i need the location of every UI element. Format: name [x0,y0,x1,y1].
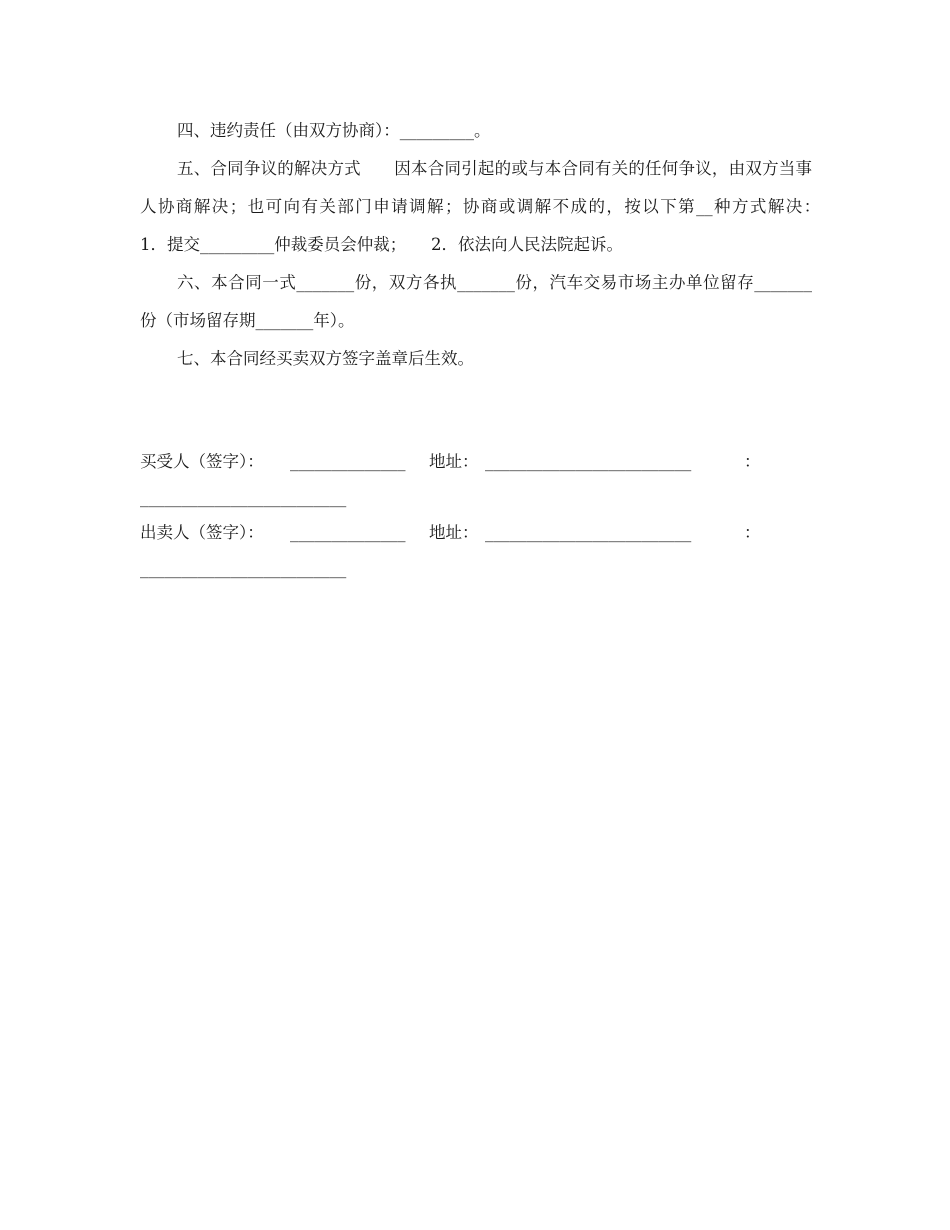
seller-signature-row [140,515,820,551]
seller-extra-colon: ： [744,523,761,542]
seller-address-blank[interactable]: _________________________ [485,523,692,542]
seller-label: 出卖人（签字）： [140,523,264,542]
seller-extra-blank[interactable]: _________________________ [140,559,347,578]
buyer-signature-blank[interactable]: ______________ [290,452,406,471]
buyer-address-label: 地址： [429,452,479,471]
buyer-signature-row [140,444,820,480]
clause-effectiveness: 七、本合同经买卖双方签字盖章后生效。 [177,349,474,368]
buyer-extra-colon: ： [744,452,761,471]
seller-signature-block [140,515,820,587]
buyer-label: 买受人（签字）： [140,452,264,471]
contract-clauses [140,112,845,378]
clause-dispute-resolution: 五、合同争议的解决方式 因本合同引起的或与本合同有关的任何争议，由双方当事人协商解决；也可向有关部门申请调解；协商或调解不成的，按以下第__种方式解决： 1．提交_________仲裁委员会仲裁； 2．依法向人民法院起诉。 [140,159,845,254]
clause-copies: 六、本合同一式_______份，双方各执_______份，汽车交易市场主办单位留存_______份（市场留存期_______年）。 [140,273,812,330]
buyer-signature-block [140,444,820,516]
buyer-extra-blank[interactable]: _________________________ [140,488,347,507]
seller-signature-blank[interactable]: ______________ [290,523,406,542]
buyer-address-blank[interactable]: _________________________ [485,452,692,471]
seller-address-label: 地址： [429,523,479,542]
clause-breach-liability: 四、违约责任（由双方协商）：_________。 [177,121,491,140]
